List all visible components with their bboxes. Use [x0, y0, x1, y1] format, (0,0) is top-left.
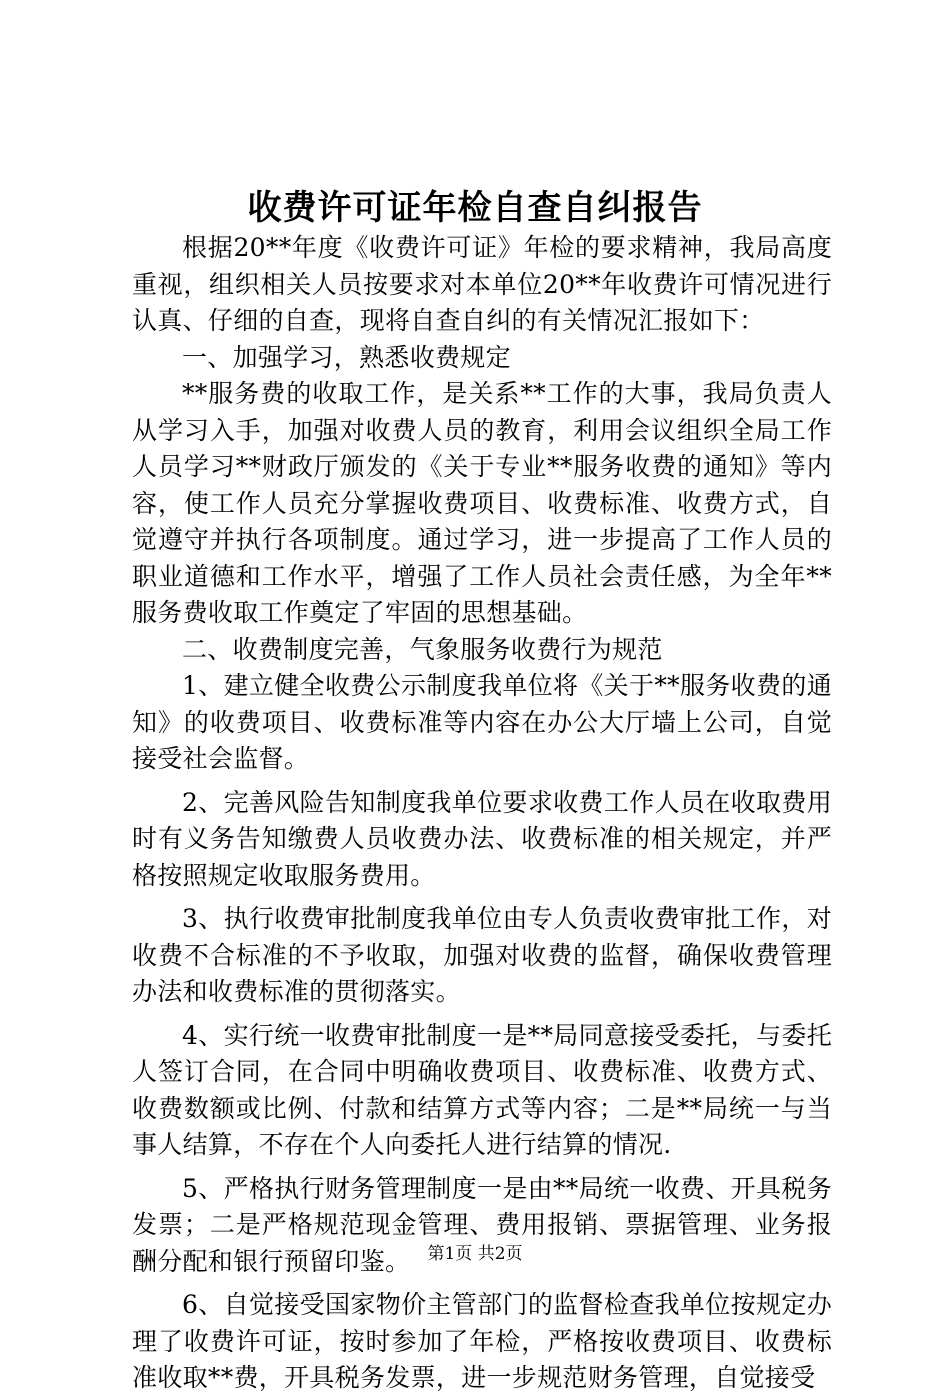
- paragraph-item-1: 1、建立健全收费公示制度我单位将《关于**服务收费的通知》的收费项目、收费标准等内容在办公大厅墙上公司，自觉接受社会监督。: [132, 671, 832, 773]
- paragraph-intro: 根据20**年度《收费许可证》年检的要求精神，我局高度重视，组织相关人员按要求对本单位20**年收费许可情况进行认真、仔细的自查，现将自查自纠的有关情况汇报如下：: [132, 233, 832, 335]
- document-body: [132, 230, 832, 1397]
- paragraph-item-6: 6、自觉接受国家物价主管部门的监督检查我单位按规定办理了收费许可证，按时参加了年检，严格按收费项目、收费标准收取**费，开具税务发票，进一步规范财务管理，自觉接受: [132, 1290, 832, 1392]
- paragraph-study: **服务费的收取工作，是关系**工作的大事，我局负责人从学习入手，加强对收费人员的教育，利用会议组织全局工作人员学习**财政厅颁发的《关于专业**服务收费的通知》等内容，使工作人员充分掌握收费项目、收费标准、收费方式，自觉遵守并执行各项制度。通过学习，进一步提高了工作人员的职业道德和工作水平，增强了工作人员社会责任感，为全年**服务费收取工作奠定了牢固的思想基础。: [132, 379, 832, 627]
- paragraph-item-2: 2、完善风险告知制度我单位要求收费工作人员在收取费用时有义务告知缴费人员收费办法、收费标准的相关规定，并严格按照规定收取服务费用。: [132, 787, 832, 890]
- paragraph-item-3: 3、执行收费审批制度我单位由专人负责收费审批工作，对收费不合标准的不予收取，加强对收费的监督，确保收费管理办法和收费标准的贯彻落实。: [132, 904, 832, 1006]
- paragraph-item-5: 5、严格执行财务管理制度一是由**局统一收费、开具税务发票；二是严格规范现金管理、费用报销、票据管理、业务报酬分配和银行预留印鉴。: [132, 1173, 832, 1276]
- page-number-footer: 第1页 共2页: [427, 1244, 523, 1264]
- section-heading-2: 二、收费制度完善，气象服务收费行为规范: [182, 634, 663, 664]
- section-heading-1: 一、加强学习，熟悉收费规定: [182, 342, 511, 372]
- paragraph-item-4: 4、实行统一收费审批制度一是**局同意接受委托，与委托人签订合同，在合同中明确收费项目、收费标准、收费方式、收费数额或比例、付款和结算方式等内容；二是**局统一与当事人结算，不存在个人向委托人进行结算的情况.: [132, 1020, 832, 1159]
- document-title: 收费许可证年检自查自纠报告: [247, 188, 703, 228]
